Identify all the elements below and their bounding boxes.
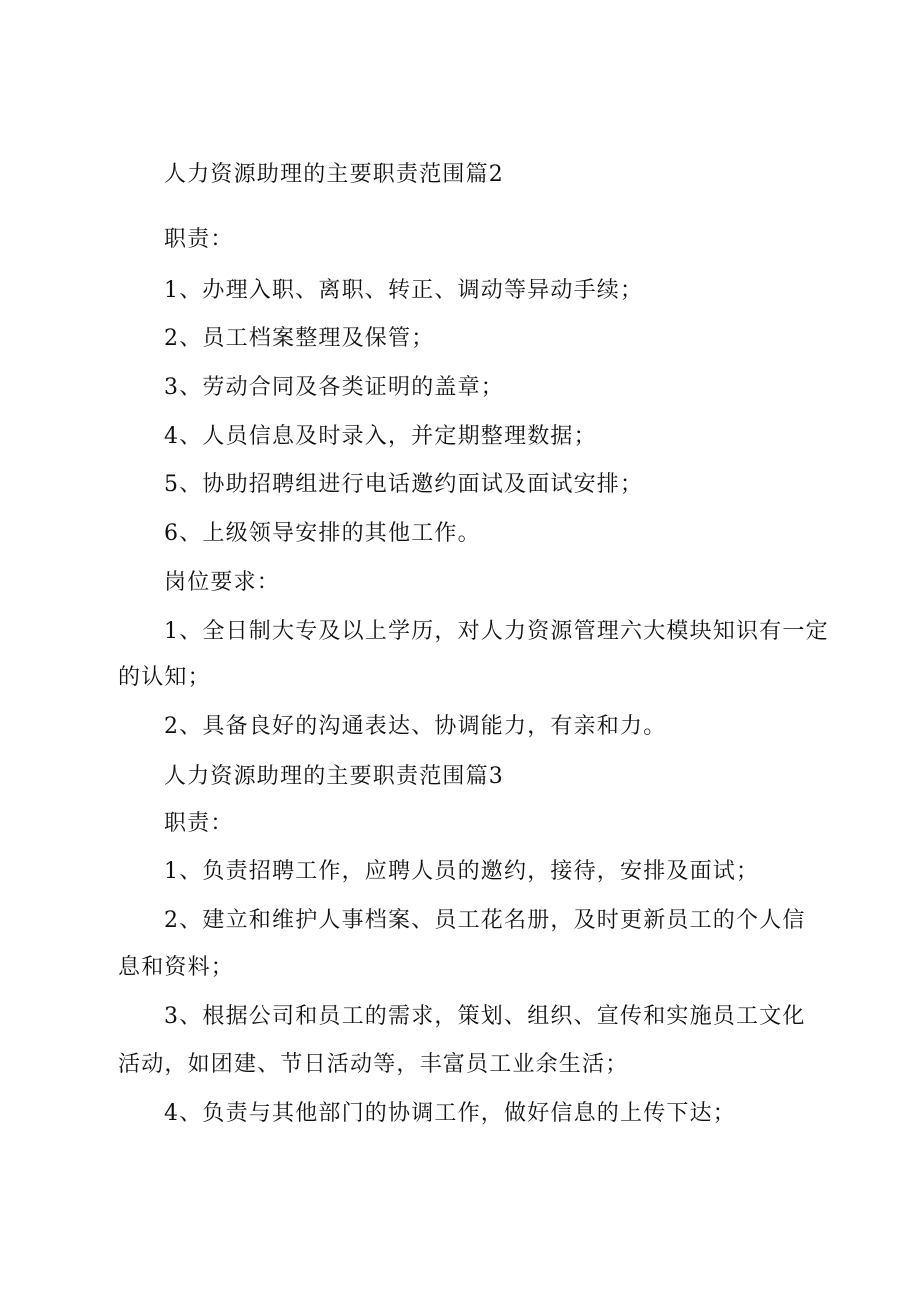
list-item: 1、全日制大专及以上学历，对人力资源管理六大模块知识有一定: [164, 619, 829, 644]
subheading-requirements: 岗位要求：: [164, 570, 281, 595]
list-item: 2、建立和维护人事档案、员工花名册，及时更新员工的个人信: [164, 908, 806, 933]
list-item: 4、负责与其他部门的协调工作，做好信息的上传下达；: [164, 1101, 736, 1126]
list-item: 4、人员信息及时录入，并定期整理数据；: [164, 424, 597, 449]
list-item: 2、具备良好的沟通表达、协调能力，有亲和力。: [164, 714, 667, 739]
list-item-continuation: 的认知；: [118, 665, 211, 690]
list-item: 5、协助招聘组进行电话邀约面试及面试安排；: [164, 472, 644, 497]
subheading-duties: 职责：: [164, 811, 234, 836]
list-item-continuation: 活动，如团建、节日活动等，丰富员工业余生活；: [118, 1052, 629, 1077]
list-item-continuation: 息和资料；: [118, 955, 235, 980]
list-item: 3、劳动合同及各类证明的盖章；: [164, 375, 504, 400]
list-item: 6、上级领导安排的其他工作。: [164, 521, 481, 546]
list-item: 3、根据公司和员工的需求，策划、组织、宣传和实施员工文化: [164, 1004, 806, 1029]
section-heading: 人力资源助理的主要职责范围篇3: [164, 764, 504, 789]
list-item: 2、员工档案整理及保管；: [164, 326, 435, 351]
list-item: 1、负责招聘工作，应聘人员的邀约，接待，安排及面试；: [164, 859, 760, 884]
section-heading: 人力资源助理的主要职责范围篇2: [164, 162, 504, 187]
subheading-duties: 职责：: [164, 227, 234, 252]
list-item: 1、办理入职、离职、转正、调动等异动手续；: [164, 278, 644, 303]
